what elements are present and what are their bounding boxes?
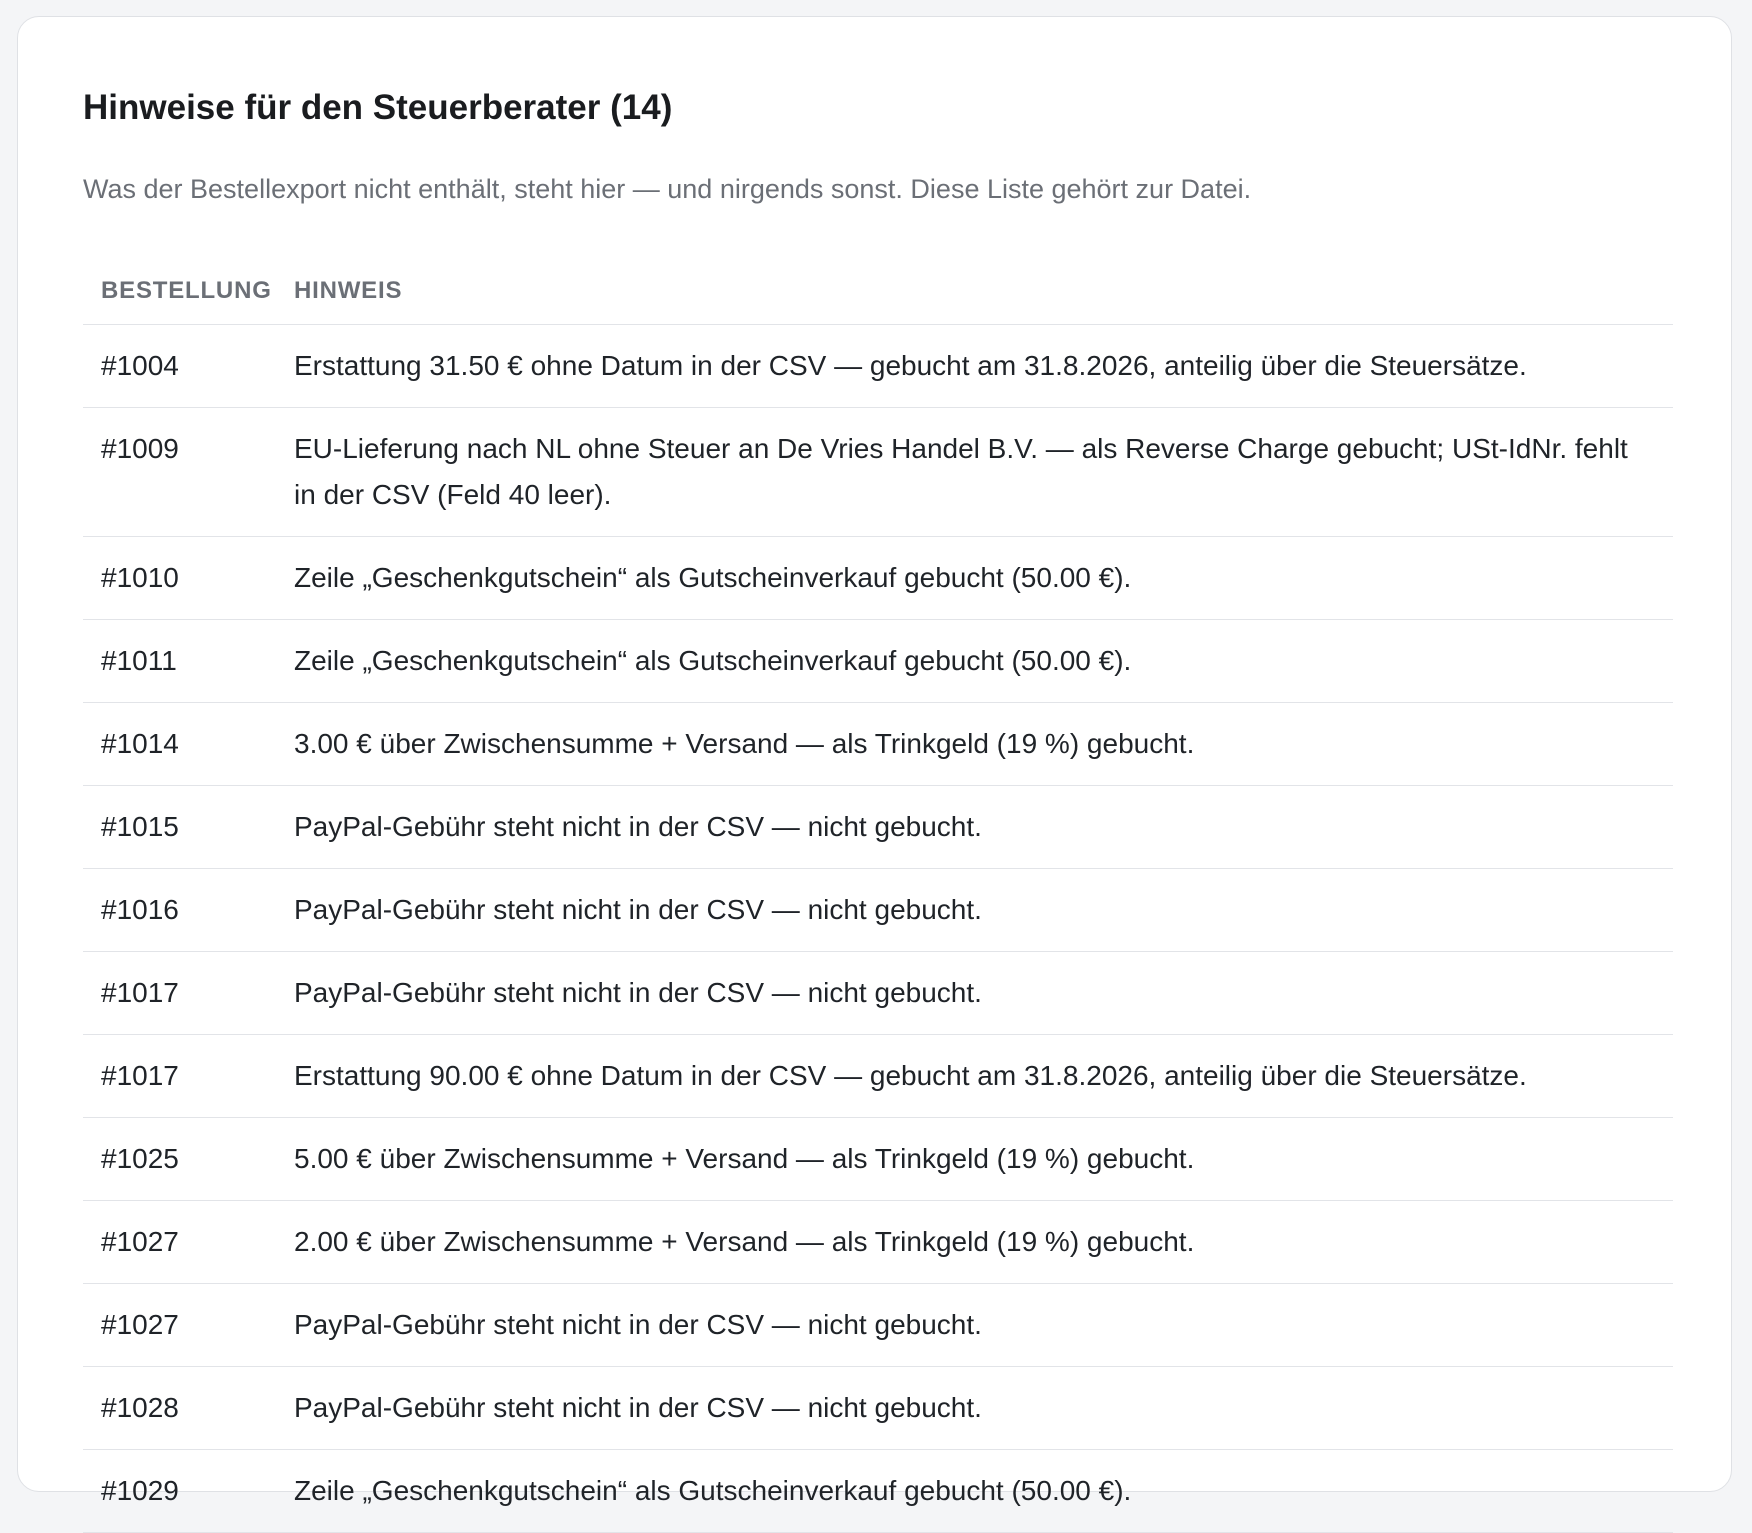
order-number: #1010 (83, 536, 276, 619)
table-header-row (83, 261, 1673, 324)
table-row (83, 536, 1673, 619)
note-text: PayPal-Gebühr steht nicht in der CSV — nicht gebucht. (276, 868, 1673, 951)
order-number: #1016 (83, 868, 276, 951)
note-text: 2.00 € über Zwischensumme + Versand — als Trinkgeld (19 %) gebucht. (276, 1200, 1673, 1283)
table-row (83, 1449, 1673, 1532)
order-number: #1028 (83, 1366, 276, 1449)
column-header-order: BESTELLUNG (83, 261, 276, 324)
table-row (83, 324, 1673, 407)
note-text: 5.00 € über Zwischensumme + Versand — als Trinkgeld (19 %) gebucht. (276, 1117, 1673, 1200)
note-text: Zeile „Geschenkgutschein“ als Gutscheinverkauf gebucht (50.00 €). (276, 619, 1673, 702)
note-text: Zeile „Geschenkgutschein“ als Gutscheinverkauf gebucht (50.00 €). (276, 1449, 1673, 1532)
order-number: #1015 (83, 785, 276, 868)
note-text: Erstattung 90.00 € ohne Datum in der CSV — gebucht am 31.8.2026, anteilig über die Steuersätze. (276, 1034, 1673, 1117)
order-number: #1017 (83, 1034, 276, 1117)
note-text: Erstattung 31.50 € ohne Datum in der CSV — gebucht am 31.8.2026, anteilig über die Steuersätze. (276, 324, 1673, 407)
table-row (83, 1283, 1673, 1366)
note-text: PayPal-Gebühr steht nicht in der CSV — nicht gebucht. (276, 1366, 1673, 1449)
table-row (83, 702, 1673, 785)
order-number: #1025 (83, 1117, 276, 1200)
order-number: #1029 (83, 1449, 276, 1532)
notes-card (17, 16, 1732, 1506)
order-number: #1014 (83, 702, 276, 785)
table-row (83, 785, 1673, 868)
table-row (83, 868, 1673, 951)
note-text: EU-Lieferung nach NL ohne Steuer an De Vries Handel B.V. — als Reverse Charge gebucht; USt-IdNr. fehlt in der CSV (Feld 40 leer). (276, 407, 1673, 536)
order-number: #1009 (83, 407, 276, 536)
note-text: 3.00 € über Zwischensumme + Versand — als Trinkgeld (19 %) gebucht. (276, 702, 1673, 785)
note-text: PayPal-Gebühr steht nicht in der CSV — nicht gebucht. (276, 1283, 1673, 1366)
note-text: Zeile „Geschenkgutschein“ als Gutscheinverkauf gebucht (50.00 €). (276, 536, 1673, 619)
note-text: PayPal-Gebühr steht nicht in der CSV — nicht gebucht. (276, 785, 1673, 868)
page-title: Hinweise für den Steuerberater (14) (83, 88, 673, 127)
table-row (83, 407, 1673, 536)
column-header-note: HINWEIS (276, 261, 1673, 324)
order-number: #1027 (83, 1200, 276, 1283)
order-number: #1027 (83, 1283, 276, 1366)
table-row (83, 1366, 1673, 1449)
table-row (83, 1117, 1673, 1200)
order-number: #1017 (83, 951, 276, 1034)
table-row (83, 1200, 1673, 1283)
order-number: #1004 (83, 324, 276, 407)
order-number: #1011 (83, 619, 276, 702)
table-row (83, 1034, 1673, 1117)
table-row (83, 951, 1673, 1034)
note-text: PayPal-Gebühr steht nicht in der CSV — nicht gebucht. (276, 951, 1673, 1034)
table-row (83, 619, 1673, 702)
notes-table (83, 261, 1673, 1533)
page-subtitle: Was der Bestellexport nicht enthält, steht hier — und nirgends sonst. Diese Liste gehört zur Datei. (83, 174, 1252, 204)
